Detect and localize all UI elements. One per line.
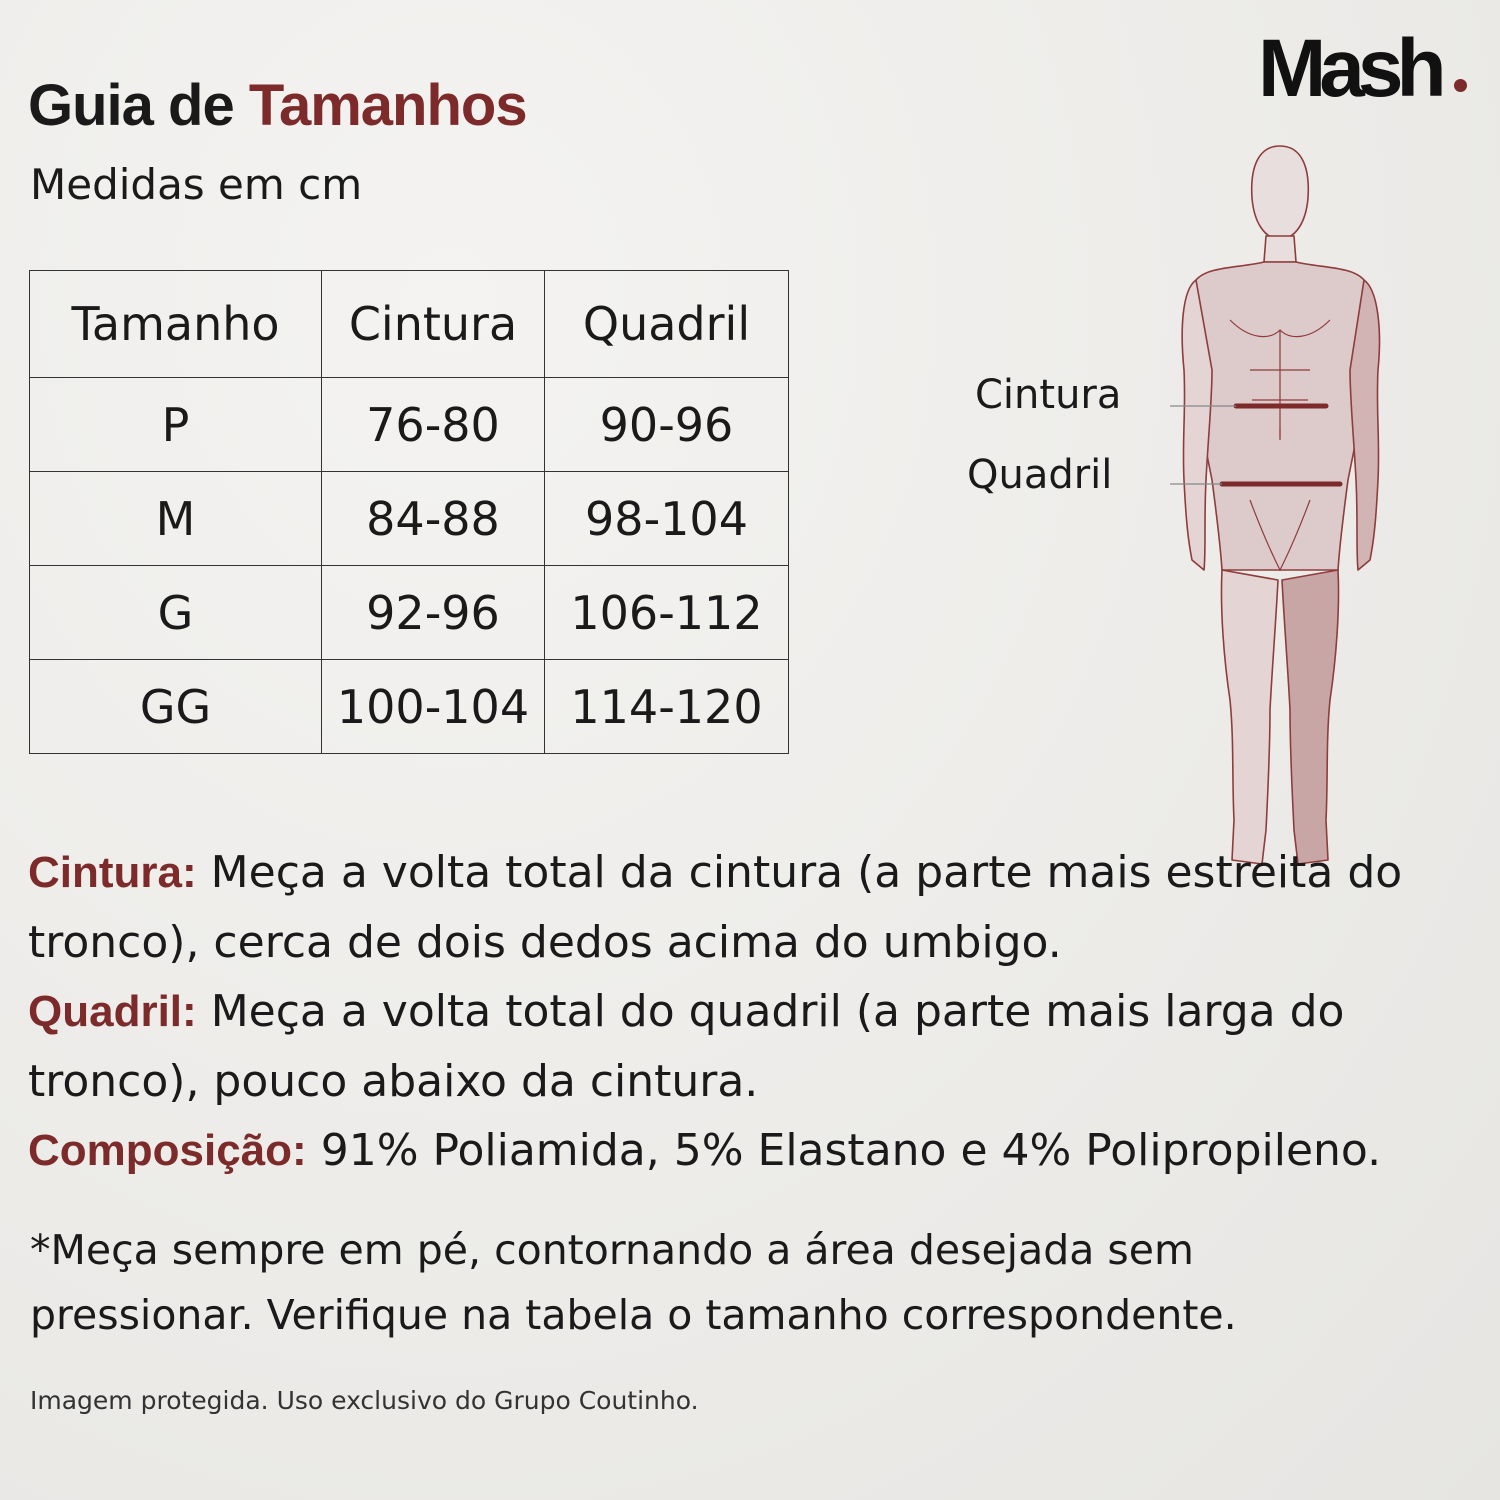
size-cell: G [30, 566, 322, 660]
table-row [30, 378, 789, 472]
page-subtitle: Medidas em cm [30, 160, 363, 209]
measurement-note: *Meça sempre em pé, contornando a área desejada sem pressionar. Verifique na tabela o tamanho correspondente. [30, 1226, 1237, 1339]
size-cell: M [30, 472, 322, 566]
figure-label-hip: Quadril [967, 452, 1113, 498]
size-cell: GG [30, 660, 322, 754]
table-header-row [30, 271, 789, 378]
waist-description-text: Meça a volta total da cintura (a parte mais estreita do tronco), cerca de dois dedos acima do umbigo. [28, 847, 1403, 968]
waist-description [28, 838, 1458, 977]
hip-cell: 114-120 [545, 660, 789, 754]
measurement-descriptions [28, 838, 1458, 1186]
waist-cell: 100-104 [322, 660, 545, 754]
hip-cell: 106-112 [545, 566, 789, 660]
title-accent-text: Tamanhos [248, 73, 527, 138]
hip-cell: 90-96 [545, 378, 789, 472]
logo-dot-icon [1454, 79, 1467, 92]
hip-description [28, 977, 1458, 1116]
table-row [30, 566, 789, 660]
table-row [30, 660, 789, 754]
column-header-size: Tamanho [30, 271, 322, 378]
hip-keyword: Quadril: [28, 987, 197, 1036]
hip-cell: 98-104 [545, 472, 789, 566]
column-header-hip: Quadril [545, 271, 789, 378]
size-table [29, 270, 789, 754]
size-cell: P [30, 378, 322, 472]
footer-copyright: Imagem protegida. Uso exclusivo do Grupo Coutinho. [30, 1386, 699, 1415]
title-text: Guia de [28, 73, 234, 138]
figure-label-waist: Cintura [975, 372, 1122, 418]
waist-cell: 76-80 [322, 378, 545, 472]
waist-cell: 84-88 [322, 472, 545, 566]
page-title [28, 72, 527, 139]
column-header-waist: Cintura [322, 271, 545, 378]
hip-description-text: Meça a volta total do quadril (a parte mais larga do tronco), pouco abaixo da cintura. [28, 986, 1345, 1107]
waist-cell: 92-96 [322, 566, 545, 660]
table-row [30, 472, 789, 566]
composition-keyword: Composição: [28, 1126, 307, 1175]
composition-description [28, 1116, 1458, 1186]
waist-keyword: Cintura: [28, 848, 197, 897]
brand-logo: Mash [1258, 23, 1440, 114]
composition-text: 91% Poliamida, 5% Elastano e 4% Polipropileno. [320, 1125, 1382, 1176]
body-figure-illustration [1170, 140, 1400, 880]
